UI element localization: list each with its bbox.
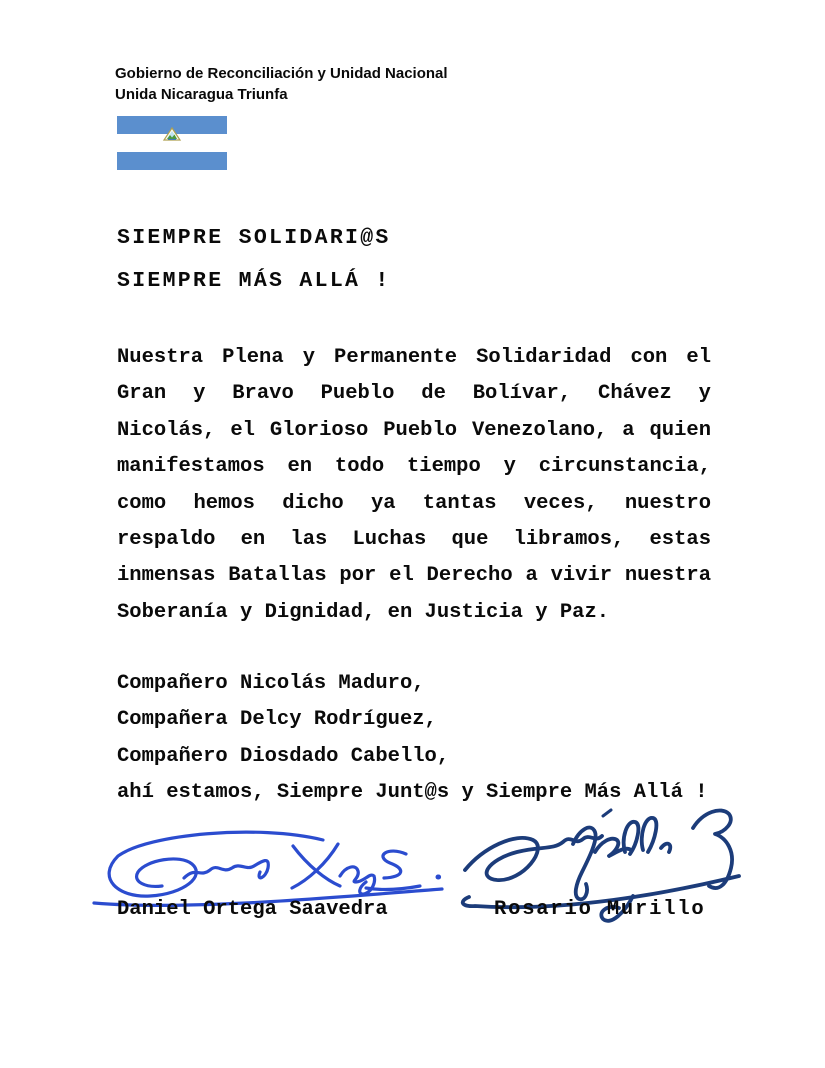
title-line-1: SIEMPRE SOLIDARI@S [117, 226, 391, 250]
paragraph-line: Soberanía y Dignidad, en Justicia y Paz. [117, 600, 610, 624]
title-line-2: SIEMPRE MÁS ALLÁ ! [117, 268, 391, 293]
salutation-line: ahí estamos, Siempre Junt@s y Siempre Más Allá ! [117, 781, 708, 805]
signatory-name-daniel-ortega: Daniel Ortega Saavedra [117, 898, 388, 921]
paragraph-line: Gran y Bravo Pueblo de Bolívar, Chávez y [117, 382, 711, 406]
nicaragua-flag [117, 116, 227, 170]
paragraph-line: respaldo en las Luchas que libramos, estas [117, 528, 711, 552]
government-header [115, 63, 448, 105]
paragraph-line: Nicolás, el Glorioso Pueblo Venezolano, a quien [117, 418, 711, 442]
signatory-name-rosario-murillo: Rosario Murillo [494, 898, 706, 921]
salutation-line: Compañera Delcy Rodríguez, [117, 708, 437, 732]
salutation-line: Compañero Nicolás Maduro, [117, 672, 425, 695]
paragraph-line: como hemos dicho ya tantas veces, nuestro [117, 491, 711, 515]
flag-stripe-bottom [117, 152, 227, 170]
flag-coat-of-arms-icon [161, 126, 183, 142]
paragraph-line: Nuestra Plena y Permanente Solidaridad con el [117, 346, 711, 369]
paragraph-line: inmensas Batallas por el Derecho a vivir nuestra [117, 564, 711, 588]
header-line-1: Gobierno de Reconciliación y Unidad Nacional [115, 65, 448, 82]
body-paragraph [117, 340, 711, 631]
paragraph-line: manifestamos en todo tiempo y circunstancia, [117, 455, 711, 479]
signature-stroke [94, 832, 442, 905]
header-line-2: Unida Nicaragua Triunfa [115, 86, 288, 103]
salutation-line: Compañero Diosdado Cabello, [117, 744, 450, 768]
document-title [117, 217, 391, 302]
salutation-block [117, 666, 777, 812]
